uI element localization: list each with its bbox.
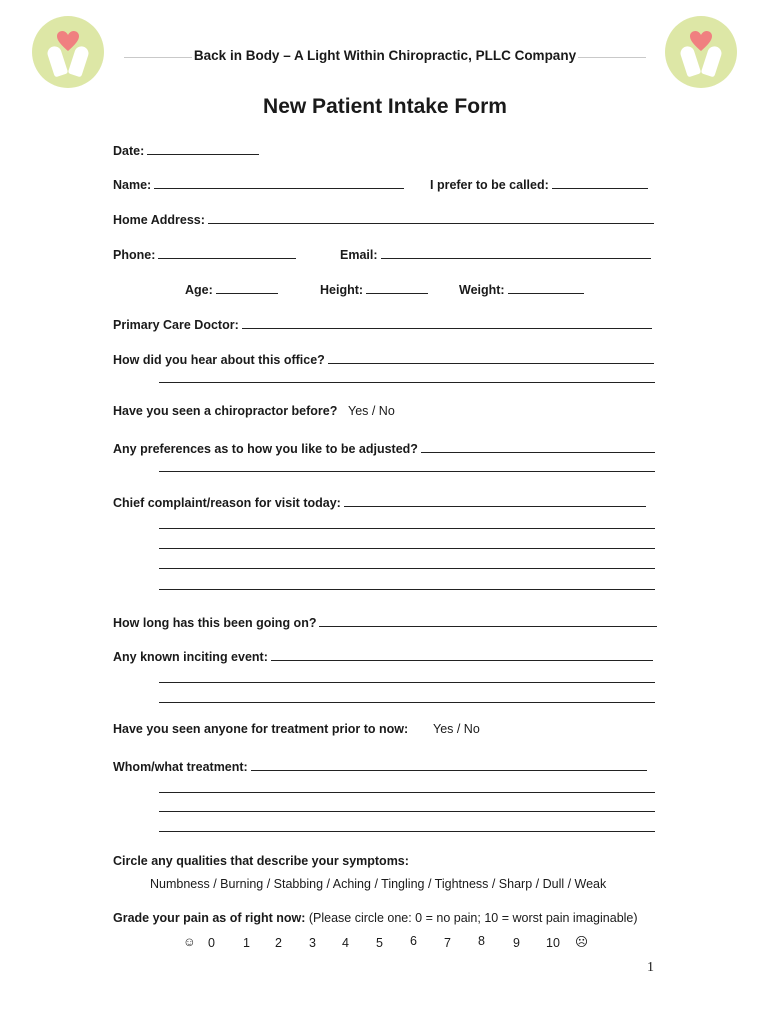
pain-option[interactable]: 2 [275, 936, 282, 950]
primary-care-row [113, 315, 652, 332]
age-field[interactable] [216, 280, 278, 294]
symptoms-options[interactable]: Numbness / Burning / Stabbing / Aching / Tingling / Tightness / Sharp / Dull / Weak [150, 877, 607, 891]
pain-label: Grade your pain as of right now: [113, 911, 306, 925]
whom-treatment-field[interactable] [251, 757, 647, 771]
chief-complaint-row [113, 493, 646, 510]
whom-treatment-label: Whom/what treatment: [113, 760, 248, 774]
weight-label: Weight: [459, 283, 505, 297]
chief-complaint-label: Chief complaint/reason for visit today: [113, 496, 341, 510]
how-long-field[interactable] [319, 613, 657, 627]
adjust-pref-line-2[interactable] [159, 471, 655, 472]
whom-treatment-line[interactable] [159, 811, 655, 812]
inciting-event-label: Any known inciting event: [113, 650, 268, 664]
inciting-event-line[interactable] [159, 682, 655, 683]
pain-option[interactable]: 7 [444, 936, 451, 950]
hear-about-row [113, 350, 654, 367]
page-title: New Patient Intake Form [263, 95, 507, 118]
preferred-name-row [430, 175, 648, 192]
chief-complaint-field[interactable] [344, 493, 646, 507]
pain-option[interactable]: 5 [376, 936, 383, 950]
symptoms-row [113, 854, 409, 868]
phone-field[interactable] [158, 245, 296, 259]
whom-treatment-line[interactable] [159, 831, 655, 832]
smile-icon: ☺ [183, 935, 196, 949]
inciting-event-field[interactable] [271, 647, 653, 661]
date-row [113, 141, 259, 158]
chief-complaint-line[interactable] [159, 548, 655, 549]
chief-complaint-line[interactable] [159, 589, 655, 590]
adjust-pref-label: Any preferences as to how you like to be adjusted? [113, 442, 418, 456]
address-row [113, 210, 654, 227]
adjust-pref-field[interactable] [421, 439, 655, 453]
symptoms-label: Circle any qualities that describe your symptoms: [113, 854, 409, 868]
prior-treatment-options[interactable]: Yes / No [433, 722, 480, 736]
pain-option[interactable]: 4 [342, 936, 349, 950]
prior-treatment-row [113, 722, 408, 736]
date-field[interactable] [147, 141, 259, 155]
primary-care-field[interactable] [242, 315, 652, 329]
weight-field[interactable] [508, 280, 584, 294]
address-label: Home Address: [113, 213, 205, 227]
name-field[interactable] [154, 175, 404, 189]
pain-option[interactable]: 10 [546, 936, 560, 950]
whom-treatment-row [113, 757, 647, 774]
inciting-event-row [113, 647, 653, 664]
seen-chiro-options[interactable]: Yes / No [348, 404, 395, 418]
hear-about-field[interactable] [328, 350, 654, 364]
prior-treatment-label: Have you seen anyone for treatment prior to now: [113, 722, 409, 736]
chief-complaint-line[interactable] [159, 528, 655, 529]
pain-option[interactable]: 6 [410, 934, 417, 948]
date-label: Date: [113, 144, 145, 158]
company-header: Back in Body – A Light Within Chiropractic, PLLC Company [193, 48, 577, 63]
pain-option[interactable]: 1 [243, 936, 250, 950]
email-field[interactable] [381, 245, 651, 259]
pain-row [113, 911, 638, 925]
whom-treatment-line[interactable] [159, 792, 655, 793]
how-long-label: How long has this been going on? [113, 616, 317, 630]
seen-chiro-label: Have you seen a chiropractor before? [113, 404, 338, 418]
primary-care-label: Primary Care Doctor: [113, 318, 239, 332]
name-row [113, 175, 404, 192]
email-label: Email: [340, 248, 378, 262]
height-label: Height: [320, 283, 364, 297]
email-row [340, 245, 651, 262]
phone-label: Phone: [113, 248, 156, 262]
chief-complaint-line[interactable] [159, 568, 655, 569]
frown-icon: ☹ [575, 935, 589, 949]
preferred-name-field[interactable] [552, 175, 648, 189]
name-label: Name: [113, 178, 152, 192]
seen-chiro-row [113, 404, 337, 418]
age-row [185, 280, 278, 297]
inciting-event-line[interactable] [159, 702, 655, 703]
height-field[interactable] [366, 280, 428, 294]
age-label: Age: [185, 283, 213, 297]
pain-option[interactable]: 0 [208, 936, 215, 950]
adjust-pref-row [113, 439, 655, 456]
weight-row [459, 280, 584, 297]
pain-option[interactable]: 3 [309, 936, 316, 950]
phone-row [113, 245, 296, 262]
how-long-row [113, 613, 657, 630]
height-row [320, 280, 428, 297]
preferred-name-label: I prefer to be called: [430, 178, 549, 192]
page-number: 1 [647, 960, 654, 975]
hear-about-line-2[interactable] [159, 382, 655, 383]
pain-option[interactable]: 9 [513, 936, 520, 950]
hear-about-label: How did you hear about this office? [113, 353, 325, 367]
address-field[interactable] [208, 210, 654, 224]
pain-option[interactable]: 8 [478, 934, 485, 948]
pain-instruction: (Please circle one: 0 = no pain; 10 = worst pain imaginable) [308, 911, 638, 925]
